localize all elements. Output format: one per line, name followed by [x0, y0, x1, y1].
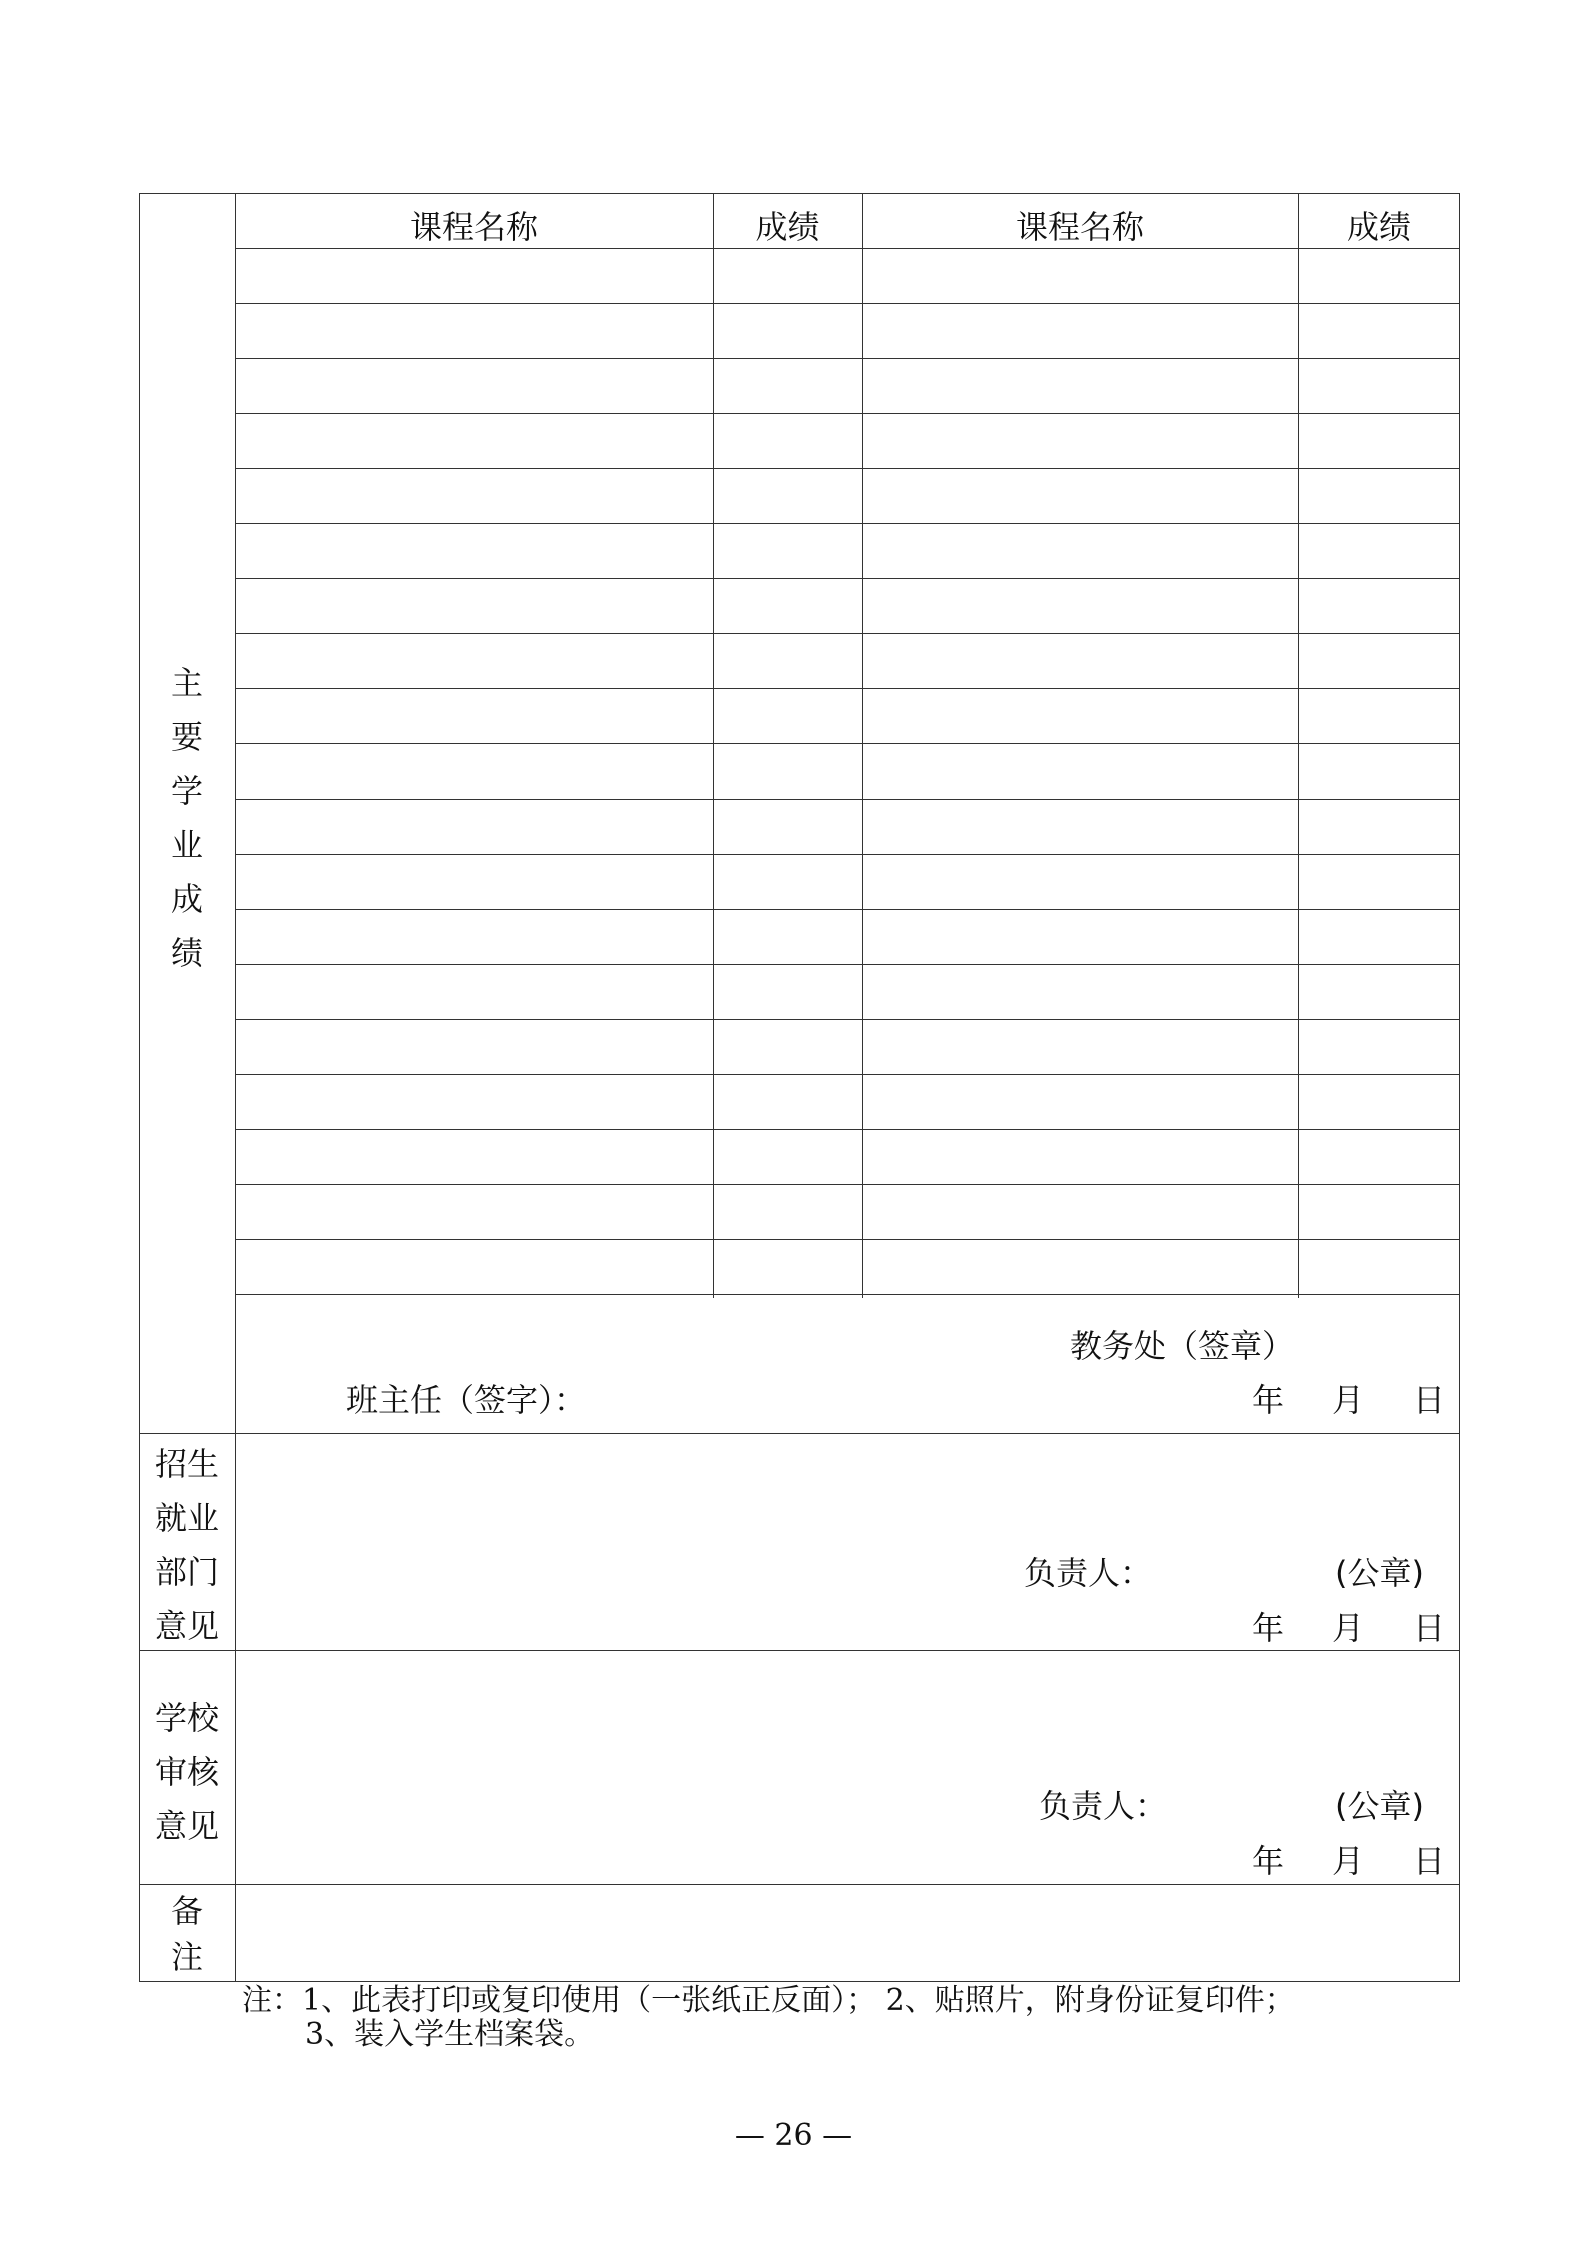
footnote-line-1: 注：1、此表打印或复印使用（一张纸正反面）； 2、贴照片，附身份证复印件； — [242, 1983, 1295, 2018]
date-year: 年 — [1252, 1381, 1285, 1419]
grade-row-line — [235, 413, 1460, 414]
school-review-section-bottom — [139, 1884, 1460, 1885]
admissions-seal: (公章) — [1335, 1554, 1424, 1592]
label-char: 要 — [170, 718, 203, 756]
grade-row-line — [235, 578, 1460, 579]
date-month: 月 — [1332, 1842, 1365, 1880]
grade-row-line — [235, 358, 1460, 359]
label-line: 招生 — [154, 1445, 219, 1483]
admissions-section-label — [139, 1437, 235, 1653]
label-char: 绩 — [170, 934, 203, 972]
admissions-section-bottom — [139, 1650, 1460, 1651]
date-month: 月 — [1332, 1609, 1365, 1647]
admissions-person-in-charge: 负责人： — [1024, 1554, 1153, 1592]
grade-row-line — [235, 248, 1460, 249]
grade-row-line — [235, 1239, 1460, 1240]
grade-col-divider-2 — [862, 193, 863, 1298]
label-line: 审核 — [154, 1753, 219, 1791]
label-char: 主 — [170, 664, 203, 702]
date-day: 日 — [1413, 1842, 1446, 1880]
remarks-section-label — [139, 1888, 235, 1980]
date-month: 月 — [1332, 1381, 1365, 1419]
grade-row-line — [235, 1074, 1460, 1075]
head-teacher-signature: 班主任（签字）： — [346, 1381, 587, 1419]
label-line: 就业 — [154, 1499, 219, 1537]
grade-row-line — [235, 854, 1460, 855]
footnote-line-2: 3、装入学生档案袋。 — [305, 2017, 595, 2052]
label-line: 意见 — [154, 1807, 219, 1845]
label-line: 部门 — [154, 1553, 219, 1591]
academic-office-seal: 教务处（签章） — [1070, 1327, 1295, 1365]
grade-row-line — [235, 909, 1460, 910]
school-review-person-in-charge: 负责人： — [1039, 1787, 1168, 1825]
school-review-section-label — [139, 1691, 235, 1853]
label-column-divider — [235, 193, 236, 1982]
school-review-seal: (公章) — [1335, 1787, 1424, 1825]
grade-row-line — [235, 523, 1460, 524]
grade-row-line — [235, 799, 1460, 800]
label-char: 业 — [170, 826, 203, 864]
label-char: 备 — [170, 1892, 203, 1930]
label-line: 意见 — [154, 1607, 219, 1645]
grade-row-line — [235, 303, 1460, 304]
grade-row-line — [235, 468, 1460, 469]
grades-section-bottom — [139, 1433, 1460, 1434]
grade-row-line — [235, 1294, 1460, 1295]
grade-row-line — [235, 1129, 1460, 1130]
grade-row-line — [235, 688, 1460, 689]
header-course-name-2: 课程名称 — [1015, 208, 1144, 246]
grade-row-line — [235, 1184, 1460, 1185]
page-number: — 26 — — [734, 2118, 853, 2153]
grades-section-label — [139, 656, 235, 980]
date-year: 年 — [1252, 1842, 1285, 1880]
grade-row-line — [235, 743, 1460, 744]
grade-col-divider-3 — [1298, 193, 1299, 1298]
grade-row-line — [235, 633, 1460, 634]
label-char: 成 — [170, 880, 203, 918]
label-line: 学校 — [154, 1699, 219, 1737]
header-grade-1: 成绩 — [755, 208, 820, 246]
form-table — [139, 193, 1460, 1982]
date-year: 年 — [1252, 1609, 1285, 1647]
date-day: 日 — [1413, 1609, 1446, 1647]
grade-row-line — [235, 964, 1460, 965]
grade-col-divider-1 — [713, 193, 714, 1298]
grade-row-line — [235, 1019, 1460, 1020]
header-grade-2: 成绩 — [1346, 208, 1411, 246]
label-char: 学 — [170, 772, 203, 810]
header-course-name-1: 课程名称 — [409, 208, 538, 246]
date-day: 日 — [1413, 1381, 1446, 1419]
label-char: 注 — [170, 1938, 203, 1976]
